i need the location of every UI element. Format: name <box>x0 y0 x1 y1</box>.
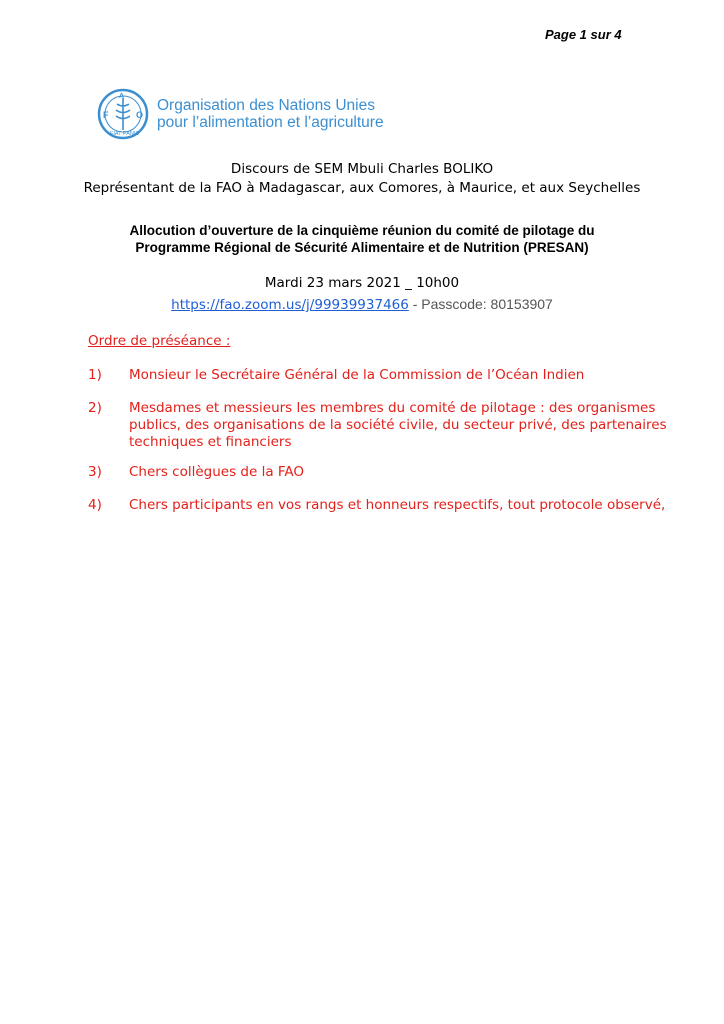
emblem-letter-a: A <box>119 93 125 100</box>
speaker-line-1: Discours de SEM Mbuli Charles BOLIKO <box>230 161 494 177</box>
speaker-line-2: Représentant de la FAO à Madagascar, aux Comores, à Maurice, et aux Seychelles <box>83 180 641 196</box>
speech-title <box>0 222 724 256</box>
meeting-link-line <box>0 296 724 313</box>
list-item-number: 4) <box>88 497 102 513</box>
logo-line-1: Organisation des Nations Unies <box>157 97 375 114</box>
list-item-text: Mesdames et messieurs les membres du comité de pilotage : des organismes publics, des organisations de la société civile, du secteur privé, des partenaires techniques et financiers <box>129 400 667 450</box>
list-item-number: 1) <box>88 367 102 383</box>
list-item-text: Chers collègues de la FAO <box>129 464 305 480</box>
list-item-number: 3) <box>88 464 102 480</box>
title-line-1: Allocution d’ouverture de la cinquième réunion du comité de pilotage du <box>129 223 595 238</box>
logo-line-2: pour l’alimentation et l’agriculture <box>157 114 384 131</box>
order-of-precedence-title: Ordre de préséance : <box>88 333 231 349</box>
meeting-date: Mardi 23 mars 2021 _ 10h00 <box>264 275 460 291</box>
fao-logo <box>97 88 384 140</box>
emblem-motto: FIAT PANIS <box>110 131 140 137</box>
passcode: - Passcode: 80153907 <box>408 296 553 312</box>
title-line-2: Programme Régional de Sécurité Alimentaire et de Nutrition (PRESAN) <box>135 240 589 255</box>
list-item-text: Monsieur le Secrétaire Général de la Commission de l’Océan Indien <box>129 367 585 383</box>
speaker-block <box>0 160 724 198</box>
page-number: Page 1 sur 4 <box>545 27 622 42</box>
emblem-letter-o: O <box>136 110 144 120</box>
emblem-letter-f: F <box>103 110 109 120</box>
list-item-text: Chers participants en vos rangs et honneurs respectifs, tout protocole observé, <box>129 497 666 513</box>
fao-logo-text <box>157 97 384 131</box>
fao-emblem-icon <box>97 88 149 140</box>
list-item-number: 2) <box>88 400 102 416</box>
zoom-link[interactable]: https://fao.zoom.us/j/99939937466 <box>171 297 409 313</box>
